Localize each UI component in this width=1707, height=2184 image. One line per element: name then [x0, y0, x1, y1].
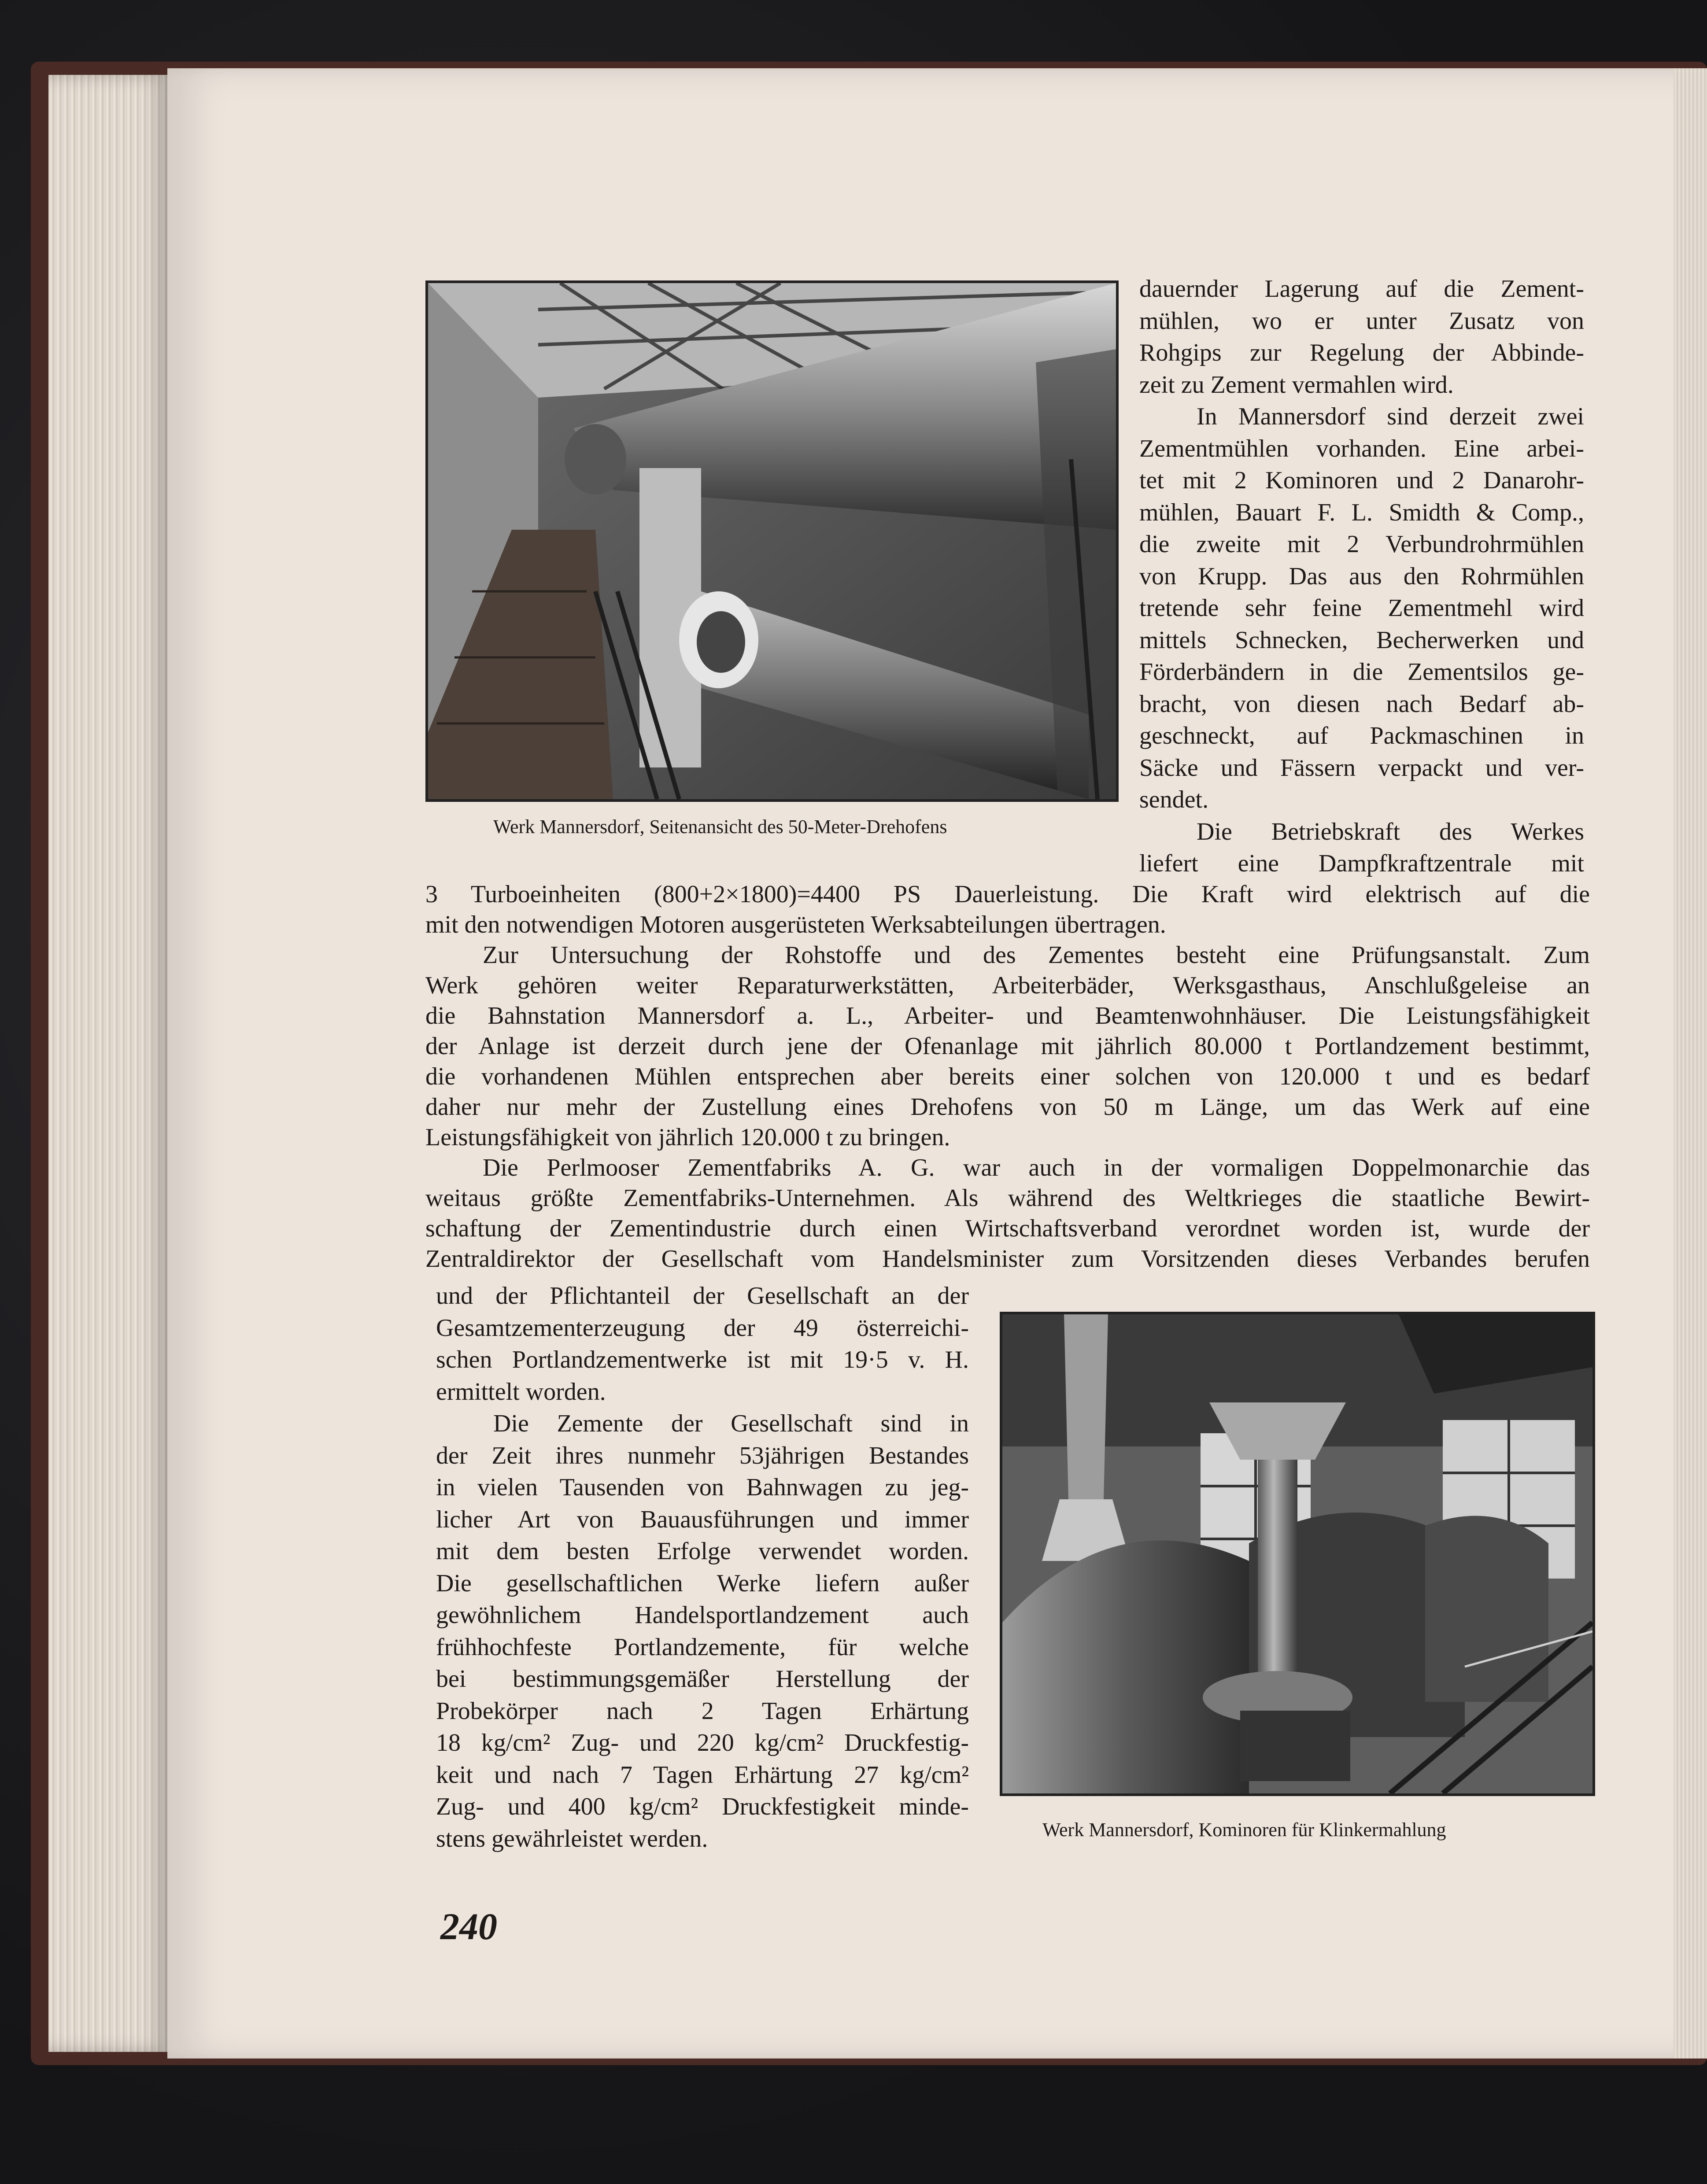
text-line: Zug- und 400 kg/cm² Druckfestigkeit minde- — [436, 1793, 969, 1820]
text-line: 18 kg/cm² Zug- und 220 kg/cm² Druckfestig- — [436, 1729, 969, 1756]
text-line: der Zeit ihres nunmehr 53jährigen Bestandes — [436, 1442, 969, 1469]
text-line: Probekörper nach 2 Tagen Erhärtung — [436, 1697, 969, 1725]
page-number: 240 — [440, 1905, 497, 1948]
text-line: mühlen, Bauart F. L. Smidth & Comp., — [1139, 498, 1584, 526]
text-line: bracht, von diesen nach Bedarf ab- — [1139, 690, 1584, 718]
text-line: Gesamtzementerzeugung der 49 österreichi- — [436, 1314, 969, 1342]
kiln-photo — [425, 280, 1119, 802]
text-line: und der Pflichtanteil der Gesellschaft an der — [436, 1282, 969, 1310]
text-line: liefert eine Dampfkraftzentrale mit — [1139, 850, 1584, 877]
text-line: schaftung der Zementindustrie durch einen Wirtschaftsverband verordnet worden ist, wurde der — [425, 1215, 1590, 1242]
text-line: frühhochfeste Portlandzemente, für welche — [436, 1633, 969, 1661]
text-line: von Krupp. Das aus den Rohrmühlen — [1139, 562, 1584, 590]
text-line: In Mannersdorf sind derzeit zwei — [1197, 403, 1584, 430]
page-edges-right — [1674, 68, 1707, 2059]
text-line: 3 Turboeinheiten (800+2×1800)=4400 PS Dauerleistung. Die Kraft wird elektrisch auf die — [425, 881, 1590, 908]
text-line: stens gewährleistet werden. — [436, 1825, 708, 1852]
text-line: mühlen, wo er unter Zusatz von — [1139, 307, 1584, 335]
text-line: gewöhnlichem Handelsportlandzement auch — [436, 1601, 969, 1629]
text-line: Säcke und Fässern verpackt und ver- — [1139, 754, 1584, 782]
text-line: licher Art von Bauausführungen und immer — [436, 1505, 969, 1533]
text-line: mittels Schnecken, Becherwerken und — [1139, 626, 1584, 654]
text-line: tet mit 2 Kominoren und 2 Danarohr- — [1139, 467, 1584, 494]
text-column-bottom-left — [436, 1280, 969, 1855]
text-line: ermittelt worden. — [436, 1378, 606, 1406]
text-line: Förderbändern in die Zementsilos ge- — [1139, 658, 1584, 686]
text-line: tretende sehr feine Zementmehl wird — [1139, 594, 1584, 622]
text-line: geschneckt, auf Packmaschinen in — [1139, 722, 1584, 749]
mill-photo — [1000, 1312, 1595, 1796]
text-line: daher nur mehr der Zustellung eines Drehofens von 50 m Länge, um das Werk auf eine — [425, 1093, 1590, 1121]
text-line: zeit zu Zement vermahlen wird. — [1139, 371, 1454, 398]
text-line: keit und nach 7 Tagen Erhärtung 27 kg/cm² — [436, 1761, 969, 1789]
text-line: Zur Untersuchung der Rohstoffe und des Zementes besteht eine Prüfungsanstalt. Zum — [483, 941, 1590, 969]
text-line: weitaus größte Zementfabriks-Unternehmen. Als während des Weltkrieges die staatliche Bewirt- — [425, 1184, 1590, 1212]
text-line: mit den notwendigen Motoren ausgerüsteten Werksabteilungen übertragen. — [425, 911, 1166, 938]
text-full-width — [425, 879, 1590, 1274]
text-line: Werk gehören weiter Reparaturwerkstätten, Arbeiterbäder, Werksgasthaus, Anschlußgeleise an — [425, 972, 1590, 999]
text-line: Rohgips zur Regelung der Abbinde- — [1139, 339, 1584, 366]
text-line: Die Betriebskraft des Werkes — [1197, 818, 1584, 845]
ball-mill-photo-icon — [1002, 1314, 1592, 1793]
figure2-caption: Werk Mannersdorf, Kominoren für Klinkermahlung — [1042, 1819, 1446, 1841]
text-line: schen Portlandzementwerke ist mit 19·5 v. H. — [436, 1346, 969, 1373]
rotary-kiln-photo-icon — [428, 283, 1116, 799]
text-line: Zentraldirektor der Gesellschaft vom Handelsminister zum Vorsitzenden dieses Verbandes berufen — [425, 1245, 1590, 1273]
text-line: sendet. — [1139, 786, 1209, 813]
text-line: die zweite mit 2 Verbundrohrmühlen — [1139, 531, 1584, 558]
figure1-caption: Werk Mannersdorf, Seitenansicht des 50-Meter-Drehofens — [493, 816, 947, 837]
text-line: Leistungsfähigkeit von jährlich 120.000 t zu bringen. — [425, 1124, 950, 1151]
text-line: in vielen Tausenden von Bahnwagen zu jeg- — [436, 1474, 969, 1501]
text-line: Zementmühlen vorhanden. Eine arbei- — [1139, 435, 1584, 462]
text-line: der Anlage ist derzeit durch jene der Ofenanlage mit jährlich 80.000 t Portlandzement bestimmt, — [425, 1033, 1590, 1060]
text-line: die Bahnstation Mannersdorf a. L., Arbeiter- und Beamtenwohnhäuser. Die Leistungsfähigkeit — [425, 1002, 1590, 1029]
text-line: Die gesellschaftlichen Werke liefern außer — [436, 1569, 969, 1597]
text-line: bei bestimmungsgemäßer Herstellung der — [436, 1665, 969, 1693]
text-column-top-right — [1139, 273, 1584, 880]
text-line: Die Perlmooser Zementfabriks A. G. war auch in der vormaligen Doppelmonarchie das — [483, 1154, 1590, 1181]
text-line: Die Zemente der Gesellschaft sind in — [493, 1410, 969, 1437]
text-line: mit dem besten Erfolge verwendet worden. — [436, 1538, 969, 1565]
text-line: die vorhandenen Mühlen entsprechen aber bereits einer solchen von 120.000 t und es bedarf — [425, 1063, 1590, 1090]
page-edges-left — [48, 75, 172, 2052]
text-line: dauernder Lagerung auf die Zement- — [1139, 275, 1584, 303]
